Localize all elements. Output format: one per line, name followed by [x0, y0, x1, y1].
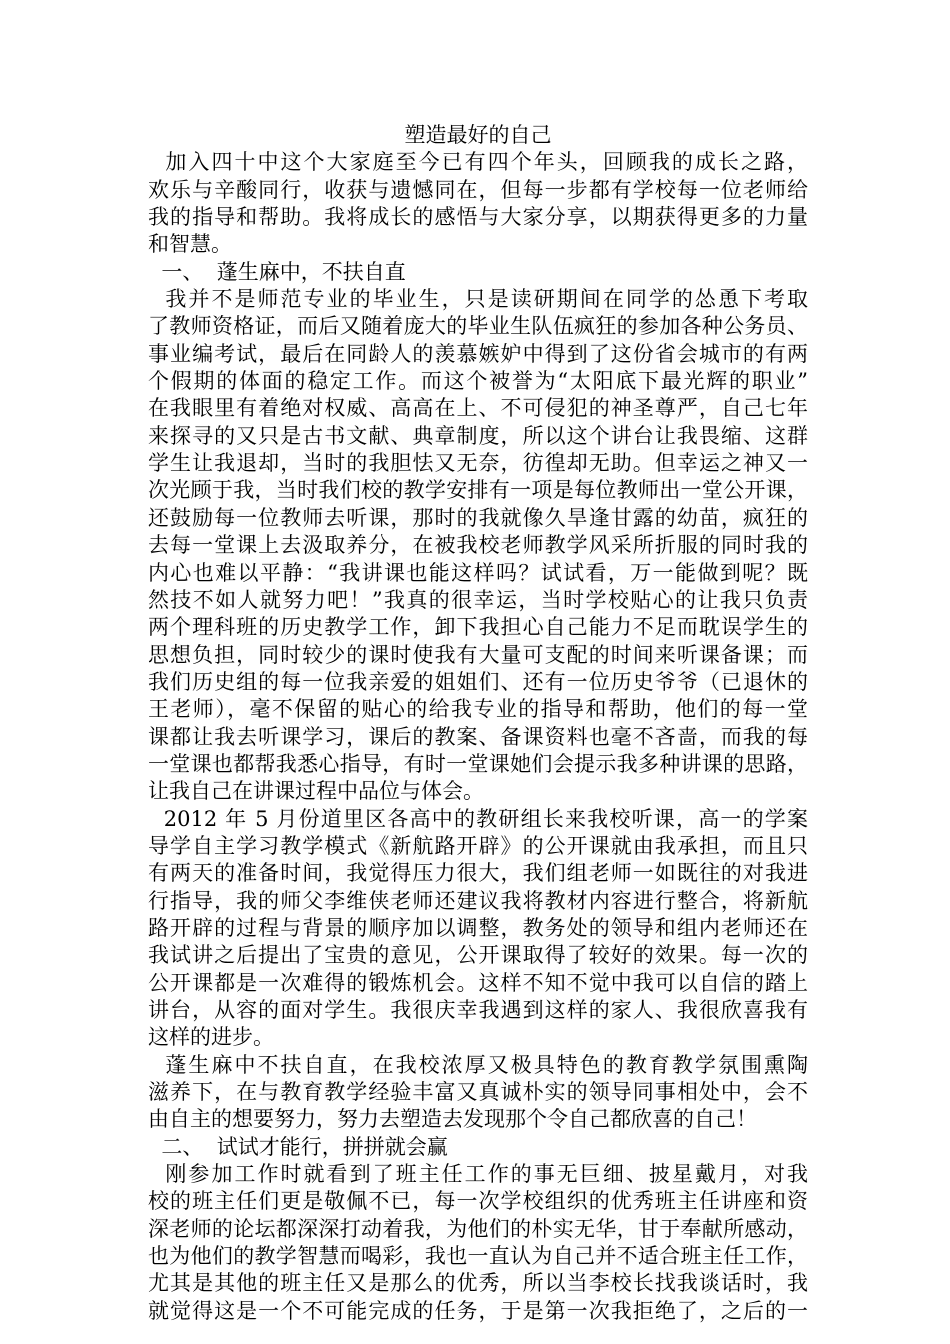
body-line: 王老师），毫不保留的贴心的给我专业的指导和帮助，他们的每一堂 — [148, 697, 808, 722]
body-line: 内心也难以平静：“我讲课也能这样吗？试试看，万一能做到呢？既 — [148, 560, 808, 585]
body-line: 这样的进步。 — [148, 1025, 274, 1050]
body-line: 蓬生麻中不扶自直，在我校浓厚又极具特色的教育教学氛围熏陶 — [148, 1052, 808, 1077]
body-line: 2012 年 5 月份道里区各高中的教研组长来我校听课，高一的学案 — [148, 806, 808, 831]
body-line: 尤其是其他的班主任又是那么的优秀，所以当李校长找我谈话时，我 — [148, 1271, 808, 1296]
body-line: 和智慧。 — [148, 232, 232, 257]
body-line: 路开辟的过程与背景的顺序加以调整，教务处的领导和组内老师还在 — [148, 915, 808, 940]
body-line: 校的班主任们更是敬佩不已，每一次学校组织的优秀班主任讲座和资 — [148, 1189, 808, 1214]
body-line: 一、 蓬生麻中，不扶自直 — [148, 259, 406, 284]
body-line: 个假期的体面的稳定工作。而这个被誉为“太阳底下最光辉的职业” — [148, 369, 808, 394]
body-line: 公开课都是一次难得的锻炼机会。这样不知不觉中我可以自信的踏上 — [148, 970, 808, 995]
body-line: 我们历史组的每一位我亲爱的姐姐们、还有一位历史爷爷（已退休的 — [148, 669, 808, 694]
body-line: 我的指导和帮助。我将成长的感悟与大家分享，以期获得更多的力量 — [148, 205, 808, 230]
body-line: 在我眼里有着绝对权威、高高在上、不可侵犯的神圣尊严，自己七年 — [148, 396, 808, 421]
body-line: 事业编考试，最后在同龄人的羡慕嫉妒中得到了这份省会城市的有两 — [148, 341, 808, 366]
body-line: 然技不如人就努力吧！”我真的很幸运，当时学校贴心的让我只负责 — [148, 587, 808, 612]
body-line: 刚参加工作时就看到了班主任工作的事无巨细、披星戴月，对我 — [148, 1162, 808, 1187]
body-line: 滋养下，在与教育教学经验丰富又真诚朴实的领导同事相处中，会不 — [148, 1080, 808, 1105]
body-line: 欢乐与辛酸同行，收获与遗憾同在，但每一步都有学校每一位老师给 — [148, 177, 808, 202]
document-title: 塑造最好的自己 — [404, 123, 552, 147]
body-line: 行指导，我的师父李维侠老师还建议我将教材内容进行整合，将新航 — [148, 888, 808, 913]
body-line: 我并不是师范专业的毕业生，只是读研期间在同学的怂恿下考取 — [148, 287, 808, 312]
body-line: 二、 试试才能行，拼拼就会赢 — [148, 1134, 448, 1159]
body-line: 深老师的论坛都深深打动着我，为他们的朴实无华，甘于奉献所感动， — [148, 1216, 808, 1241]
body-line: 去每一堂课上去汲取养分，在被我校老师教学风采所折服的同时我的 — [148, 533, 808, 558]
body-line: 一堂课也都帮我悉心指导，有时一堂课她们会提示我多种讲课的思路， — [148, 751, 808, 776]
body-line: 学生让我退却，当时的我胆怯又无奈，彷徨却无助。但幸运之神又一 — [148, 451, 808, 476]
body-line: 也为他们的教学智慧而喝彩，我也一直认为自己并不适合班主任工作， — [148, 1244, 808, 1269]
body-line: 讲台，从容的面对学生。我很庆幸我遇到这样的家人、我很欣喜我有 — [148, 998, 808, 1022]
body-line: 来探寻的又只是古书文献、典章制度，所以这个讲台让我畏缩、这群 — [148, 423, 808, 448]
body-line: 思想负担，同时较少的课时使我有大量可支配的时间来听课备课；而 — [148, 642, 808, 667]
body-line: 导学自主学习教学模式《新航路开辟》的公开课就由我承担，而且只 — [148, 833, 808, 858]
body-line: 还鼓励每一位教师去听课，那时的我就像久旱逢甘露的幼苗，疯狂的 — [148, 505, 808, 530]
body-line: 加入四十中这个大家庭至今已有四个年头，回顾我的成长之路， — [148, 150, 808, 175]
body-line: 两个理科班的历史教学工作，卸下我担心自己能力不足而耽误学生的 — [148, 615, 808, 640]
body-line: 就觉得这是一个不可能完成的任务，于是第一次我拒绝了，之后的一 — [148, 1298, 808, 1323]
body-line: 让我自己在讲课过程中品位与体会。 — [148, 779, 484, 804]
body-line: 我试讲之后提出了宝贵的意见，公开课取得了较好的效果。每一次的 — [148, 943, 808, 968]
body-line: 次光顾于我，当时我们校的教学安排有一项是每位教师出一堂公开课， — [148, 478, 808, 503]
body-line: 了教师资格证，而后又随着庞大的毕业生队伍疯狂的参加各种公务员、 — [148, 314, 808, 339]
body-line: 课都让我去听课学习，课后的教案、备课资料也毫不吝啬，而我的每 — [148, 724, 808, 749]
body-line: 有两天的准备时间，我觉得压力很大，我们组老师一如既往的对我进 — [148, 861, 808, 886]
document-body — [148, 122, 808, 1325]
body-line: 由自主的想要努力，努力去塑造去发现那个令自己都欣喜的自己！ — [148, 1107, 757, 1132]
